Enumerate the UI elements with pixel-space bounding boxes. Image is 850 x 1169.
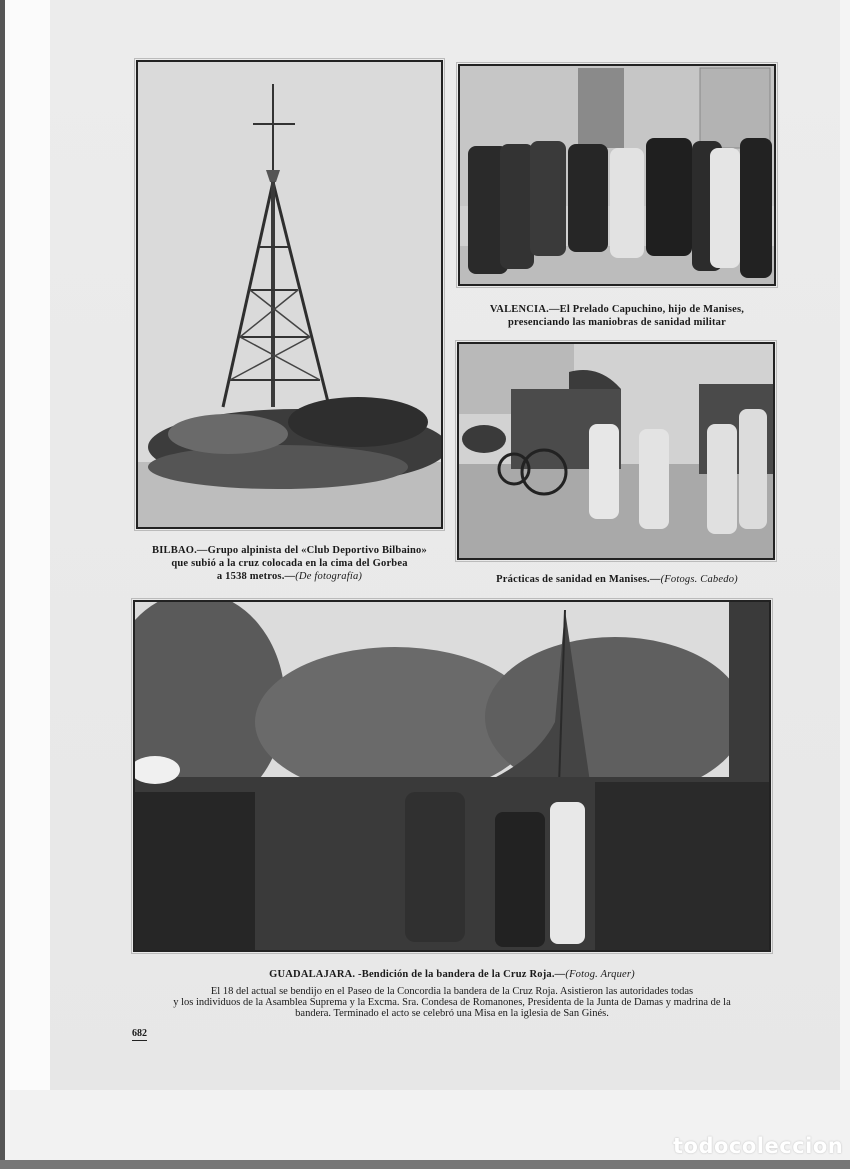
caption-guadalajara-text: GUADALAJARA. -Bendición de la bandera de la Cruz Roja.— (269, 969, 566, 980)
photo-guadalajara-flag-blessing (133, 600, 771, 952)
article-body-guadalajara (122, 986, 782, 1019)
photo-bilbao-gorbea-cross (136, 60, 443, 529)
caption-guadalajara (133, 968, 771, 981)
body-line-1: El 18 del actual se bendijo en el Paseo de la Concordia la bandera de la Cruz Roja. Asistieron las autoridades todas (210, 986, 694, 997)
scan-bottom-edge (0, 1160, 850, 1169)
caption-valencia-line1: VALENCIA.—El Prelado Capuchino, hijo de Manises, (489, 304, 745, 315)
guadalajara-ceremony-illustration (135, 602, 769, 950)
photo-manises-sanitary-practice (457, 342, 775, 560)
caption-valencia-line2: presenciando las maniobras de sanidad militar (508, 317, 726, 328)
caption-bilbao-line1: BILBAO.—Grupo alpinista del «Club Deportivo Bilbaino» (152, 545, 427, 556)
body-line-3: bandera. Terminado el acto se celebró una Misa en la iglesia de San Ginés. (295, 1008, 609, 1019)
manises-ambulance-illustration (459, 344, 773, 558)
page-number: 682 (132, 1028, 147, 1039)
valencia-group-illustration (460, 66, 774, 284)
caption-manises-text: Prácticas de sanidad en Manises.— (496, 574, 661, 585)
caption-guadalajara-credit: (Fotog. Arquer) (565, 969, 635, 980)
caption-manises-credit: (Fotogs. Cabedo) (660, 574, 738, 585)
body-line-2: y los individuos de la Asamblea Suprema y la Excma. Sra. Condesa de Romanones, Presidenta de la Junta de Damas y madrina de la (173, 997, 731, 1008)
caption-bilbao-line2: que subió a la cruz colocada en la cima del Gorbea (171, 558, 408, 569)
caption-valencia (458, 303, 776, 329)
scan-margin (5, 0, 50, 1090)
gorbea-cross-illustration (138, 62, 441, 527)
caption-bilbao (136, 544, 443, 583)
photo-valencia-prelate (458, 64, 776, 286)
caption-manises (458, 573, 776, 586)
caption-bilbao-credit: (De fotografía) (295, 571, 363, 582)
caption-bilbao-line3: a 1538 metros.— (216, 571, 296, 582)
watermark-todocoleccion: todocoleccion (673, 1134, 844, 1158)
